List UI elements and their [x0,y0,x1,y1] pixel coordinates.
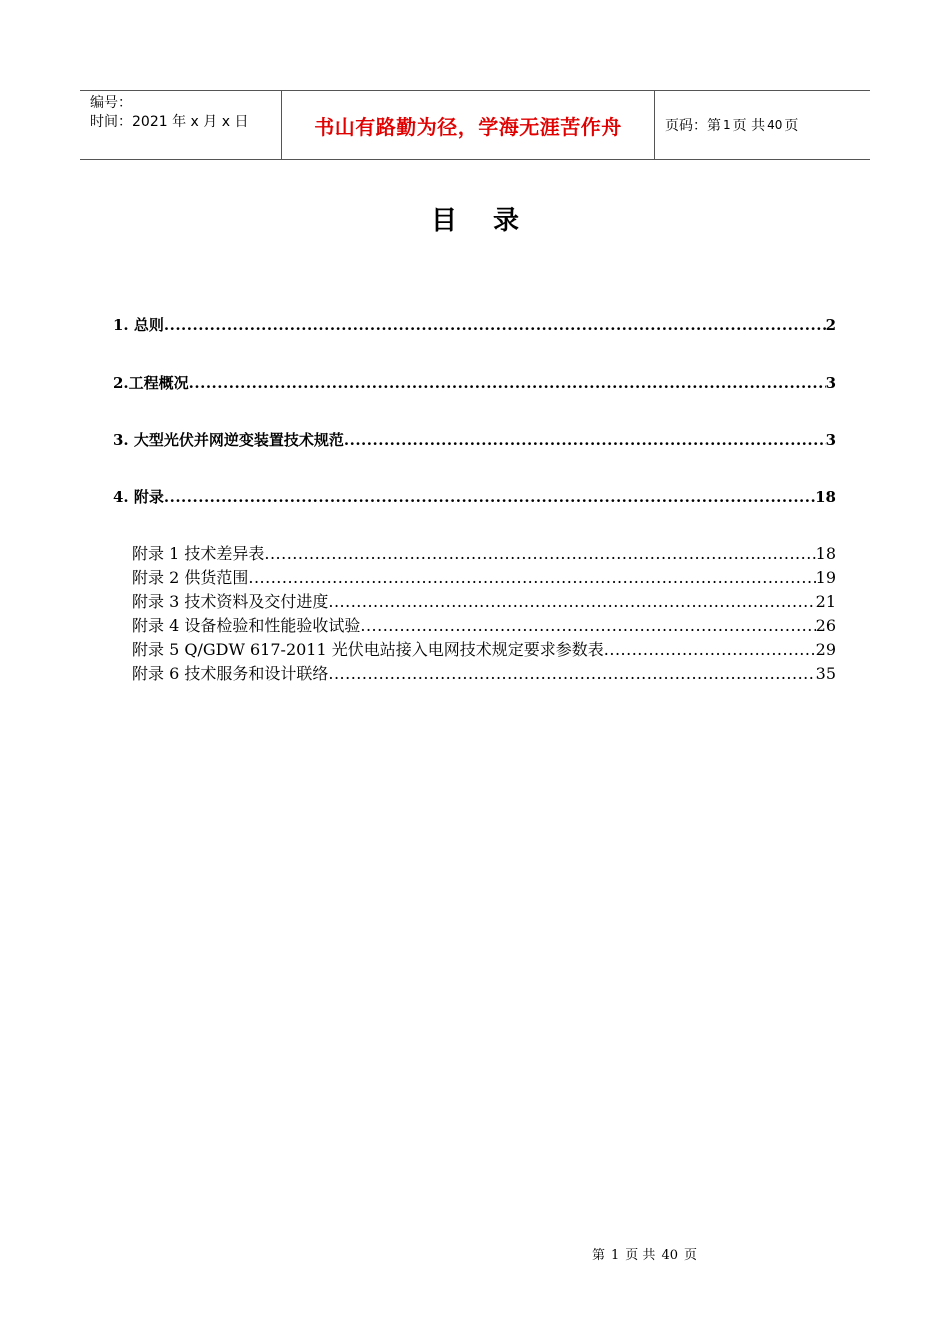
leader-dots [189,374,826,392]
leader-dots [248,566,815,590]
toc-entry-page: 18 [815,488,836,506]
page-mid: 页 共 [732,118,766,134]
leader-dots [360,614,815,638]
leader-dots [264,542,815,566]
toc-entry-1[interactable] [113,314,836,335]
toc-appendix-item-1[interactable] [132,542,836,566]
page-suffix: 页 [784,118,799,134]
header-page-info [655,91,870,159]
leader-dots [164,488,815,506]
toc-appendix-item-3[interactable] [132,590,836,614]
toc-entry-page: 3 [825,374,836,392]
toc-entry-page: 3 [825,431,836,449]
leader-dots [328,590,815,614]
toc-appendix-item-4[interactable] [132,614,836,638]
header-table [80,90,870,160]
appendix-text: 附录 4 设备检验和性能验收试验 [132,616,361,635]
header-motto-cell [281,91,655,159]
appendix-page: 19 [815,568,836,587]
leader-dots [344,431,826,449]
time-label: 时间：2021 年 x 月 x 日 [90,114,249,130]
leader-dots [164,316,826,334]
toc-appendix-item-6[interactable] [132,662,836,686]
appendix-text: 附录 5 Q/GDW 617-2011 光伏电站接入电网技术规定要求参数表 [132,640,604,659]
toc-entry-text: 3. 大型光伏并网逆变装置技术规范 [113,431,344,449]
page-footer [592,1244,703,1263]
toc-entry-text: 4. 附录 [113,488,164,506]
toc-entry-3[interactable] [113,429,836,450]
footer-current: 1 [611,1248,620,1263]
appendix-page: 29 [815,640,836,659]
page-total: 40 [767,118,783,132]
appendix-page: 18 [815,544,836,563]
appendix-page: 35 [815,664,836,683]
footer-suffix: 页 [683,1248,697,1263]
leader-dots [604,638,816,662]
toc-appendix-list [132,542,836,686]
appendix-text: 附录 3 技术资料及交付进度 [132,592,329,611]
toc-appendix-item-2[interactable] [132,566,836,590]
appendix-text: 附录 6 技术服务和设计联络 [132,664,329,683]
toc-appendix-item-5[interactable] [132,638,836,662]
appendix-page: 26 [815,616,836,635]
toc-entry-text: 2.工程概况 [113,374,189,392]
header-motto: 书山有路勤为径，学海无涯苦作舟 [314,114,622,139]
toc-title: 目录 [430,206,555,236]
footer-mid: 页 共 [625,1248,656,1263]
appendix-text: 附录 2 供货范围 [132,568,249,587]
page-prefix: 页码：第 [665,118,721,134]
toc-entry-4[interactable] [113,486,836,507]
footer-total: 40 [661,1248,678,1263]
header-meta [80,91,281,159]
page-current: 1 [723,118,731,132]
appendix-text: 附录 1 技术差异表 [132,544,265,563]
appendix-page: 21 [815,592,836,611]
toc-entry-text: 1. 总则 [113,316,164,334]
footer-prefix: 第 [592,1248,606,1263]
toc-entry-page: 2 [825,316,836,334]
leader-dots [328,662,815,686]
serial-label: 编号： [90,95,132,111]
toc-entry-2[interactable] [113,372,836,393]
